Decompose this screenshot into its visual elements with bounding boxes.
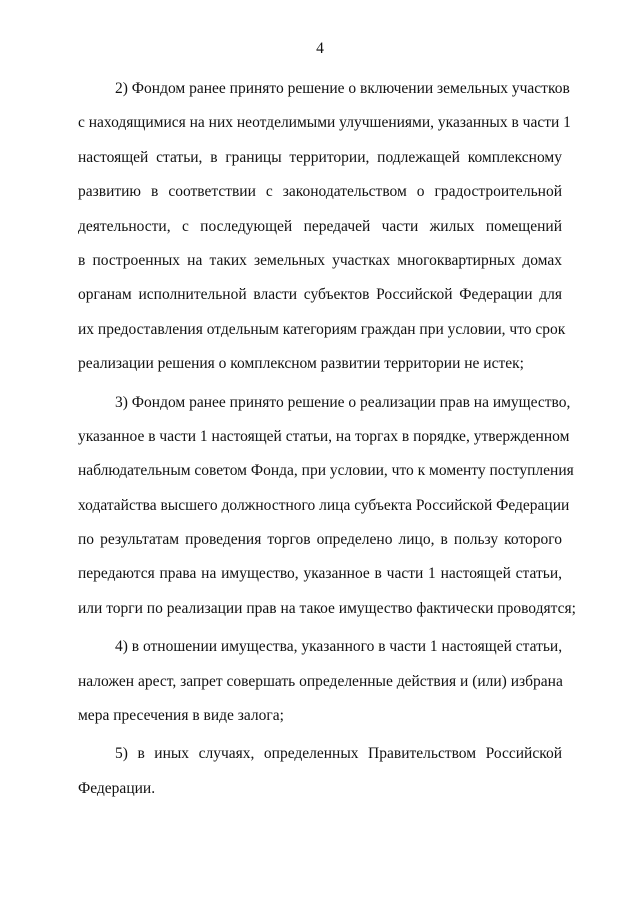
- text-line: по результатам проведения торгов определено лицо, в пользу которого: [78, 531, 562, 549]
- text-line: указанное в части 1 настоящей статьи, на торгах в порядке, утвержденном: [78, 427, 570, 445]
- text-line: настоящей статьи, в границы территории, подлежащей комплексному: [78, 148, 562, 166]
- text-line: 4) в отношении имущества, указанного в части 1 настоящей статьи,: [115, 638, 563, 656]
- text-line: наложен арест, запрет совершать определенные действия и (или) избрана: [78, 672, 563, 690]
- text-line: органам исполнительной власти субъектов Российской Федерации для: [78, 286, 562, 304]
- text-line: 2) Фондом ранее принято решение о включении земельных участков: [115, 80, 570, 97]
- document-body: [78, 77, 576, 811]
- text-line: деятельности, с последующей передачей части жилых помещений: [78, 217, 562, 235]
- text-line: реализации решения о комплексном развитии территории не истек;: [78, 355, 524, 373]
- text-line: ходатайства высшего должностного лица субъекта Российской Федерации: [78, 496, 570, 514]
- text-line: с находящимися на них неотделимыми улучшениями, указанных в части 1: [78, 114, 571, 132]
- text-line: Федерации.: [78, 779, 156, 797]
- text-line: 5) в иных случаях, определенных Правительством Российской: [115, 745, 562, 763]
- text-line: в построенных на таких земельных участках многоквартирных домах: [78, 251, 562, 269]
- text-line: развитию в соответствии с законодательством о градостроительной: [78, 183, 562, 201]
- text-line: 3) Фондом ранее принято решение о реализации прав на имущество,: [115, 393, 571, 411]
- paragraph-item-2: [78, 77, 571, 387]
- page-number: 4: [316, 40, 324, 57]
- text-line: их предоставления отдельным категориям граждан при условии, что срок: [78, 320, 566, 338]
- text-line: или торги по реализации прав на такое имущество фактически проводятся;: [78, 599, 576, 617]
- paragraph-item-3: [78, 391, 576, 632]
- text-line: наблюдательным советом Фонда, при условии, что к моменту поступления: [78, 462, 574, 480]
- text-line: мера пресечения в виде залога;: [78, 707, 284, 725]
- paragraph-item-5: [78, 742, 562, 811]
- paragraph-item-4: [78, 635, 562, 738]
- text-line: передаются права на имущество, указанное в части 1 настоящей статьи,: [78, 565, 562, 583]
